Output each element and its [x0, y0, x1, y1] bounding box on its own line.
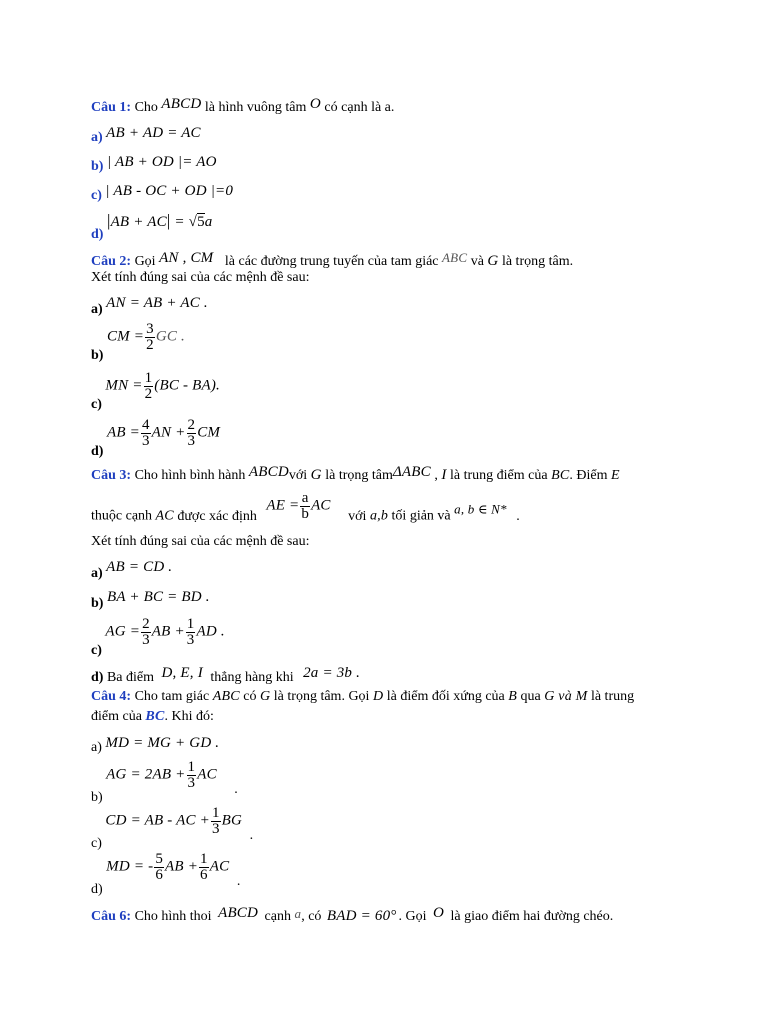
q3-c-num2: 1 — [186, 616, 195, 632]
q3-a-label: a) — [91, 566, 103, 581]
q1-math-1: ABCD — [161, 96, 202, 112]
q4-d-lhs: MD = - — [106, 858, 154, 875]
q4-math-3: D — [372, 689, 384, 704]
q3-l2-den: b — [301, 506, 310, 522]
q1-d-expr: |AB + AC| = √5a — [106, 211, 213, 230]
q4-statement-line-2 — [91, 708, 214, 726]
q4-option-c — [91, 805, 254, 851]
q2-b-fraction — [145, 322, 155, 353]
q2-b-den: 2 — [146, 337, 154, 353]
q3-option-d — [91, 664, 360, 687]
q6-text-2: cạnh — [264, 909, 291, 924]
q3-l2-text-5: . — [516, 508, 520, 524]
q6-math-2: a — [294, 906, 302, 921]
q2-c-fraction — [144, 371, 154, 402]
q1-option-b — [91, 153, 217, 176]
q4-b-label: b) — [91, 789, 103, 805]
q6-math-1: ABCD — [218, 905, 259, 921]
q4-text-3: là trọng tâm. Gọi — [273, 689, 370, 704]
q2-d-den2: 3 — [187, 433, 196, 449]
sqrt-symbol: √ — [188, 214, 198, 230]
q2-d-num2: 2 — [187, 417, 196, 433]
q3-label: Câu 3: — [91, 468, 132, 483]
q1-d-var: a — [204, 214, 213, 230]
q3-l2-text-4: tối giản và — [391, 508, 451, 524]
q2-b-label: b) — [91, 347, 104, 363]
q6-statement — [91, 904, 613, 926]
q4-math-5: G và M — [544, 689, 588, 704]
q3-b-label: b) — [91, 596, 104, 611]
q3-l2-fraction — [300, 491, 310, 522]
q3-b-expr: BA + BC = BD . — [106, 589, 210, 605]
q1-text-2: là hình vuông tâm — [204, 100, 307, 115]
q3-l2-num: a — [301, 490, 309, 506]
q1-option-a — [91, 124, 201, 147]
q4-b-den: 3 — [187, 775, 196, 791]
q2-c-rhs: (BC - BA). — [154, 377, 221, 394]
q4-math-4: B — [508, 689, 518, 704]
q2-option-b — [91, 321, 185, 363]
q2-text-1: Gọi — [134, 254, 156, 269]
q1-option-c — [91, 182, 233, 205]
q2-text-2: là các đường trung tuyến của tam giác — [224, 254, 439, 269]
q2-b-num: 3 — [146, 321, 154, 337]
q3-c-label: c) — [91, 642, 102, 658]
q3-a-expr: AB = CD . — [106, 559, 173, 575]
q4-label: Câu 4: — [91, 689, 132, 704]
q3-c-den1: 3 — [142, 632, 150, 648]
q4-c-rhs: BG — [221, 812, 243, 829]
q1-d-rhs: 5 — [197, 214, 205, 230]
q3-text-5: là trung điểm của — [450, 468, 548, 483]
q1-a-label: a) — [91, 130, 103, 145]
q3-l2-text-3: với — [348, 508, 367, 524]
q1-statement — [91, 95, 394, 117]
q3-text-2: với — [288, 468, 308, 483]
q4-l2-math-1: BC — [145, 709, 165, 724]
q3-c-mid: AB + — [151, 623, 185, 640]
q4-c-label: c) — [91, 835, 102, 851]
q3-option-a — [91, 558, 172, 583]
q2-c-lhs: MN = — [105, 377, 143, 394]
q3-text-1: Cho hình bình hành — [134, 468, 246, 483]
q4-b-lhs: AG = 2AB + — [106, 766, 186, 783]
q4-d-den2: 6 — [200, 867, 208, 883]
q2-math-1: AN , CM — [159, 250, 214, 266]
q2-a-label: a) — [91, 302, 103, 317]
q3-math-1: ABCD — [248, 464, 289, 480]
q3-option-b — [91, 588, 210, 613]
q3-l2-math-2: a,b — [369, 508, 389, 524]
q1-b-expr: | AB + OD |= AO — [106, 154, 217, 170]
q3-c-rhs: AD . — [196, 623, 225, 640]
q3-statement-line-2 — [91, 491, 520, 526]
q4-text-6: là trung — [590, 689, 635, 704]
q4-b-end: . — [234, 781, 238, 797]
q4-d-mid: AB + — [165, 858, 199, 875]
q2-math-3: G — [487, 253, 499, 269]
q3-math-2: G — [310, 467, 322, 483]
q4-d-rhs: AC — [209, 858, 230, 875]
q4-b-num: 1 — [187, 759, 196, 775]
q3-text-4: , — [434, 468, 438, 483]
q6-text-4: . Gọi — [398, 909, 427, 924]
q3-l2-text-2: được xác định — [177, 508, 257, 524]
q2-b-lhs: CM = — [106, 328, 145, 345]
q2-text-3: và — [470, 254, 484, 269]
q4-text-5: qua — [520, 689, 541, 704]
q4-c-end: . — [249, 827, 254, 843]
q6-text-1: Cho hình thoi — [134, 909, 212, 924]
q1-a-expr: AB + AD = AC — [106, 125, 201, 141]
q2-option-a — [91, 294, 208, 319]
q6-math-3: BAD = 60° — [326, 908, 397, 924]
q2-d-mid: AN + — [151, 424, 186, 441]
q1-b-label: b) — [91, 159, 104, 174]
q2-label: Câu 2: — [91, 254, 132, 269]
q2-instruction: Xét tính đúng sai của các mệnh đề sau: — [91, 270, 310, 285]
q3-l2-rhs: AC — [311, 497, 331, 514]
q1-d-lhs: AB + AC — [110, 214, 167, 230]
q3-l2-math-1: AC — [155, 508, 174, 524]
q3-l2-math-3: a, b ∈ N* — [454, 501, 507, 517]
q3-l2-text-1: thuộc cạnh — [91, 508, 153, 524]
q3-c-num1: 2 — [142, 616, 150, 632]
q4-math-2: G — [259, 689, 271, 704]
q2-c-label: c) — [91, 396, 102, 412]
q2-statement — [91, 249, 573, 271]
q4-option-d — [91, 851, 241, 897]
q4-d-label: d) — [91, 881, 103, 897]
q4-b-rhs: AC — [197, 766, 217, 783]
q2-c-den: 2 — [144, 386, 153, 402]
q1-c-expr: | AB - OC + OD |=0 — [105, 183, 234, 199]
q4-d-num2: 1 — [200, 851, 208, 867]
q1-text-1: Cho — [134, 100, 158, 115]
q1-label: Câu 1: — [91, 100, 132, 115]
q2-d-rhs: CM — [197, 424, 221, 441]
q4-c-fraction — [211, 806, 221, 837]
q4-text-2: có — [243, 689, 257, 704]
q1-option-d — [91, 211, 213, 242]
q3-d-label: d) — [91, 670, 104, 685]
q3-math-5: BC — [551, 468, 570, 483]
q4-option-a — [91, 734, 219, 757]
q3-option-c — [91, 616, 225, 658]
q4-statement — [91, 688, 634, 706]
q2-a-expr: AN = AB + AC . — [106, 295, 208, 311]
q4-option-b — [91, 759, 238, 805]
q3-math-4: I — [441, 467, 447, 483]
q2-option-c — [91, 370, 221, 412]
q2-d-fraction-2 — [187, 418, 197, 449]
q4-d-den1: 6 — [155, 867, 164, 883]
q4-d-fraction-2 — [199, 852, 209, 883]
q6-text-5: là giao điểm hai đường chéo. — [450, 909, 614, 924]
q4-d-fraction-1 — [154, 852, 164, 883]
q4-text-1: Cho tam giác — [134, 689, 210, 704]
q2-c-num: 1 — [144, 370, 153, 386]
q4-math-1: ABC — [212, 689, 240, 704]
q3-c-lhs: AG = — [105, 623, 141, 640]
q3-d-math-2: 2a = 3b . — [303, 665, 361, 681]
q4-d-end: . — [236, 873, 241, 889]
q4-a-label: a) — [91, 740, 102, 755]
q6-math-4: O — [433, 905, 445, 921]
q2-text-4: là trọng tâm. — [501, 254, 574, 269]
q6-text-3: , có — [301, 909, 322, 924]
q3-d-math-1: D, E, I — [161, 665, 203, 681]
q3-c-den2: 3 — [186, 632, 195, 648]
q3-c-fraction-2 — [186, 617, 196, 648]
q2-math-2: ABC — [442, 250, 468, 265]
q4-c-lhs: CD = AB - AC + — [105, 812, 210, 829]
q1-math-2: O — [309, 96, 321, 112]
q3-d-text-1: Ba điểm — [106, 670, 154, 685]
q3-text-6: . Điểm — [569, 468, 608, 483]
q4-c-num: 1 — [211, 805, 220, 821]
q6-label: Câu 6: — [91, 909, 132, 924]
q4-d-num1: 5 — [155, 851, 164, 867]
q3-math-3: ΔABC — [392, 464, 431, 480]
q1-c-label: c) — [91, 188, 102, 203]
q4-a-expr: MD = MG + GD . — [105, 735, 220, 751]
q2-d-den1: 3 — [141, 433, 150, 449]
q3-c-fraction-1 — [141, 617, 151, 648]
q3-l2-lhs: AE = — [266, 497, 300, 514]
q2-d-lhs: AB = — [106, 424, 140, 441]
q3-math-6: E — [611, 468, 620, 483]
q2-d-label: d) — [91, 443, 104, 459]
q4-l2-text-2: . Khi đó: — [164, 709, 214, 724]
q1-text-3: có cạnh là a. — [324, 100, 395, 115]
q2-b-rhs: GC . — [155, 328, 185, 345]
q3-statement — [91, 463, 620, 485]
q3-text-3: là trọng tâm — [325, 468, 393, 483]
q3-d-text-2: thẳng hàng khi — [210, 670, 294, 685]
q4-l2-text-1: điểm của — [91, 709, 142, 724]
q4-b-fraction — [187, 760, 197, 791]
q4-c-den: 3 — [211, 821, 220, 837]
q2-d-fraction-1 — [141, 418, 151, 449]
q2-d-num1: 4 — [141, 417, 150, 433]
q2-option-d — [91, 417, 221, 459]
q3-instruction: Xét tính đúng sai của các mệnh đề sau: — [91, 534, 310, 549]
q4-text-4: là điểm đối xứng của — [386, 689, 505, 704]
q1-d-label: d) — [91, 227, 104, 242]
